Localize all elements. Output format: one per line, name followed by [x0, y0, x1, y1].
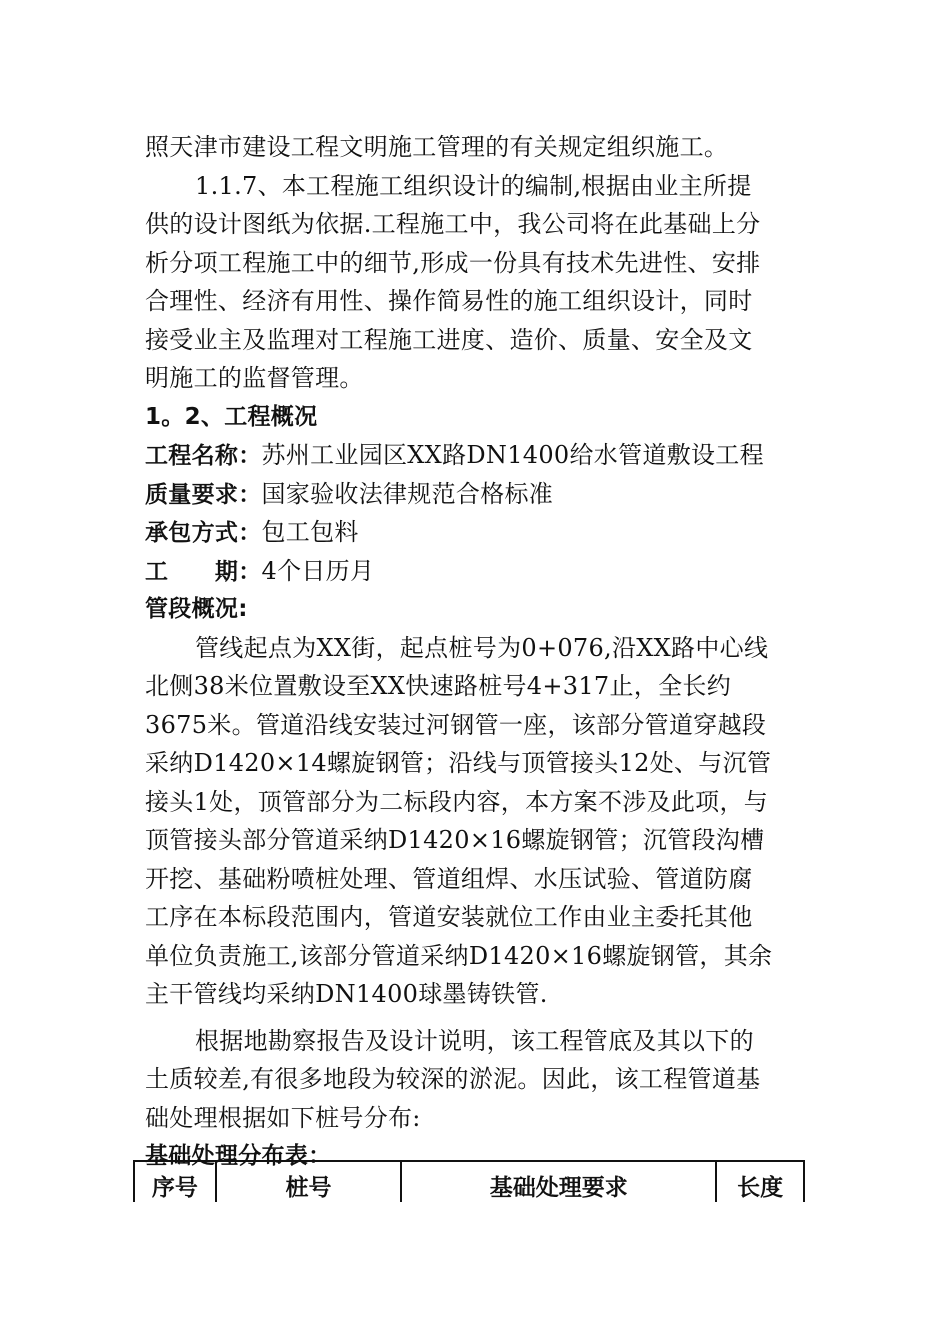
field-label: 质量要求： [145, 481, 262, 508]
column-header-length: 长度 [716, 1161, 804, 1202]
text-line: 开挖、基础粉喷桩处理、管道组焊、水压试验、管道防腐 [145, 864, 753, 893]
text-line: 础处理根据如下桩号分布: [145, 1103, 421, 1132]
table-heading: 基础处理分布表： [145, 1143, 332, 1169]
text-line: 管线起点为XX街，起点桩号为0+076,沿XX路中心线 [195, 633, 769, 662]
text-line: 主干管线均采纳DN1400球墨铸铁管. [145, 980, 548, 1008]
text-line: 合理性、经济有用性、操作简易性的施工组织设计，同时 [145, 287, 753, 315]
field-label: 承包方式： [145, 520, 262, 546]
field-value: 4个日历月 [261, 556, 375, 585]
field-value: 苏州工业园区XX路DN1400给水管道敷设工程 [261, 441, 764, 469]
field-label: 工程名称： [145, 443, 262, 469]
column-header-index: 序号 [134, 1161, 216, 1202]
field-quality [145, 475, 810, 514]
foundation-treatment-table [133, 1160, 805, 1202]
field-label: 工 期： [145, 558, 262, 585]
text-line: 工序在本标段范围内，管道安装就位工作由业主委托其他 [145, 903, 753, 931]
text-line: 明施工的监督管理。 [145, 364, 364, 392]
paragraph-soil-conditions [145, 1022, 810, 1138]
paragraph-continuation [145, 128, 810, 167]
field-project-name [145, 436, 810, 475]
text-line: 根据地勘察报告及设计说明，该工程管底及其以下的 [195, 1026, 754, 1055]
text-line: 接受业主及监理对工程施工进度、造价、质量、安全及文 [145, 325, 753, 354]
field-duration [145, 552, 810, 591]
text-line: 1.1.7、本工程施工组织设计的编制,根据由业主所提 [195, 171, 752, 200]
column-header-treatment: 基础处理要求 [401, 1161, 716, 1202]
text-line: 供的设计图纸为依据.工程施工中，我公司将在此基础上分 [145, 210, 761, 238]
text-line: 采纳D1420×14螺旋钢管；沿线与顶管接头12处、与沉管 [145, 749, 772, 777]
field-contract-type [145, 513, 810, 552]
text-line: 照天津市建设工程文明施工管理的有关规定组织施工。 [145, 133, 729, 161]
field-value: 包工包料 [261, 518, 359, 546]
text-line: 土质较差,有很多地段为较深的淤泥。因此，该工程管道基 [145, 1065, 761, 1093]
text-line: 接头1处，顶管部分为二标段内容，本方案不涉及此项，与 [145, 787, 769, 816]
paragraph-pipe-overview [145, 629, 810, 1014]
text-line: 北侧38米位置敷设至XX快速路桩号4+317止，全长约 [145, 672, 731, 700]
text-line: 析分项工程施工中的细节,形成一份具有技术先进性、安排 [145, 248, 761, 277]
text-line: 3675米。管道沿线安装过河钢管一座，该部分管道穿越段 [145, 710, 767, 739]
document-page [145, 128, 810, 1176]
text-line: 单位负责施工,该部分管道采纳D1420×16螺旋钢管，其余 [145, 941, 773, 970]
paragraph-gap [145, 1014, 810, 1022]
paragraph-design-basis [145, 167, 810, 398]
text-line: 顶管接头部分管道采纳D1420×16螺旋钢管；沉管段沟槽 [145, 826, 765, 854]
section-heading: 1。2、工程概况 [145, 403, 318, 430]
table-header-row [134, 1161, 804, 1202]
field-value: 国家验收法律规范合格标准 [261, 479, 554, 508]
pipe-section-heading: 管段概况: [145, 596, 248, 622]
column-header-station: 桩号 [216, 1161, 401, 1202]
